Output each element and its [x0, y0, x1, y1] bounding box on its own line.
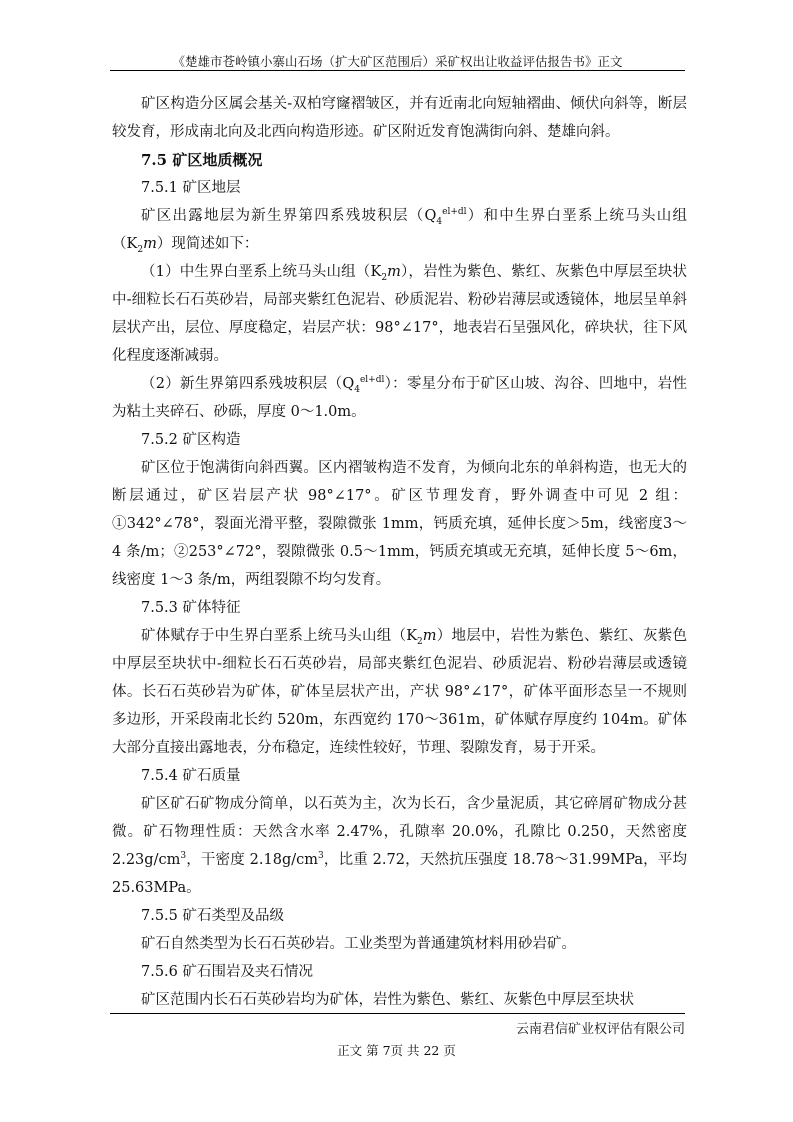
paragraph-ore-type: 矿石自然类型为长石石英砂岩。工业类型为普通建筑材料用砂岩矿。	[141, 936, 576, 952]
subsection-heading-7-5-1: 7.5.1 矿区地层	[141, 180, 241, 196]
company-name: 云南君信矿业权评估有限公司	[515, 1022, 685, 1037]
header-divider	[110, 70, 685, 71]
paragraph-strata-intro: 矿区出露地层为新生界第四系残坡积层$(Q_4^{el+dl})$和中生界白垩系上统马头山组$(K_2m)$现简述如下：	[112, 207, 688, 255]
page-number: 正文 第 7页 共 22 页	[337, 1043, 456, 1058]
paragraph-structure-zone: 矿区构造分区属会基关-双柏穹窿褶皱区，并有近南北向短轴褶曲、倾伏向斜等，断层较发育，形成南北向及北西向构造形迹。矿区附近发育饱满街向斜、楚雄向斜。	[112, 96, 687, 140]
paragraph-ore-quality: 矿区矿石矿物成分简单，以石英为主，次为长石，含少量泥质，其它碎屑矿物成分甚微。矿石物理性质：天然含水率 2.47%，孔隙率 20.0%，孔隙比 0.250，天然密度 $2.23g/cm^3$，干密度 $2.18g/cm^3$，比重 2.72，天然抗压强度 18.78～31.99MPa，平均 25.63MPa。	[112, 796, 688, 896]
paragraph-strata-1: （1）中生界白垩系上统马头山组$(K_2m)$，岩性为紫色、紫红、灰紫色中厚层至块状中-细粒长石石英砂岩，局部夹紫红色泥岩、砂质泥岩、粉砂岩薄层或透镜体，地层呈单斜层状产出，层位、厚度稳定，岩层产状：98°∠17°，地表岩石呈强风化，碎块状，往下风化程度逐渐减弱。	[112, 264, 688, 364]
paragraph-orebody: 矿体赋存于中生界白垩系上统马头山组$(K_2m)$地层中，岩性为紫色、紫红、灰紫色中厚层至块状中-细粒长石石英砂岩，局部夹紫红色泥岩、砂质泥岩、粉砂岩薄层或透镜体。长石石英砂岩为矿体，矿体呈层状产出，产状 98°∠17°，矿体平面形态呈一不规则多边形，开采段南北长约 520m，东西宽约 170～361m，矿体赋存厚度约 104m。矿体大部分直接出露地表，分布稳定，连续性较好，节理、裂隙发育，易于开采。	[112, 628, 687, 756]
page-header: 《楚雄市苍岭镇小寨山石场（扩大矿区范围后）采矿权出让收益评估报告书》正文	[172, 54, 623, 69]
subsection-heading-7-5-6: 7.5.6 矿石围岩及夹石情况	[141, 964, 314, 980]
subsection-heading-7-5-5: 7.5.5 矿石类型及品级	[141, 908, 285, 924]
document-body	[112, 90, 687, 1014]
footer-divider	[110, 1013, 685, 1014]
paragraph-strata-2: （2）新生界第四系残坡积层$(Q_4^{el+dl})$：零星分布于矿区山坡、沟谷、凹地中，岩性为粘土夹碎石、砂砾，厚度 0～1.0m。	[112, 375, 687, 420]
subsection-heading-7-5-2: 7.5.2 矿区构造	[141, 432, 241, 448]
section-heading-7-5: 7.5 矿区地质概况	[141, 151, 263, 169]
paragraph-structure: 矿区位于饱满街向斜西翼。区内褶皱构造不发育，为倾向北东的单斜构造，也无大的断层通过，矿区岩层产状 98°∠17°。矿区节理发育，野外调查中可见 2 组：①342°∠78°，裂面光滑平整，裂隙微张 1mm，钙质充填，延伸长度＞5m，线密度3～4 条/m；②253°∠72°，裂隙微张 0.5～1mm，钙质充填或无充填，延伸长度 5～6m，线密度 1～3 条/m，两组裂隙不均匀发育。	[112, 460, 687, 588]
subsection-heading-7-5-4: 7.5.4 矿石质量	[141, 768, 241, 784]
paragraph-wallrock: 矿区范围内长石石英砂岩均为矿体，岩性为紫色、紫红、灰紫色中厚层至块状	[141, 992, 634, 1008]
subsection-heading-7-5-3: 7.5.3 矿体特征	[141, 600, 241, 616]
